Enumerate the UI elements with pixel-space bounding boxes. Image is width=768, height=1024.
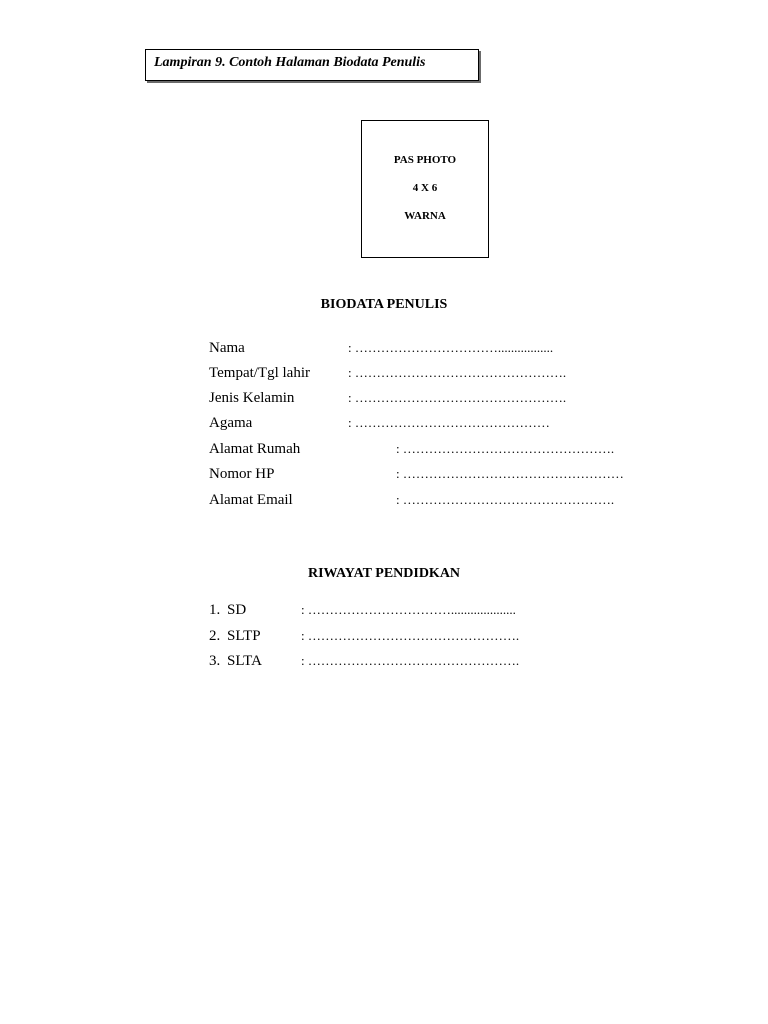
field-label-alamat-email: Alamat Email [209, 492, 293, 508]
field-label-alamat-rumah: Alamat Rumah [209, 441, 301, 457]
edu-label-sd: SD [227, 602, 247, 618]
edu-number: 2. [209, 628, 221, 644]
education-heading: RIWAYAT PENDIDKAN [307, 566, 461, 581]
field-label-tempat-tgl-lahir: Tempat/Tgl lahir [209, 365, 311, 381]
biodata-heading: BIODATA PENULIS [320, 297, 448, 312]
photo-placeholder [361, 120, 489, 258]
field-value-tempat-tgl-lahir: : …………………………………………. [348, 365, 567, 380]
caption-title: Lampiran 9. Contoh Halaman Biodata Penulis [154, 55, 426, 70]
photo-size: 4 X 6 [412, 182, 438, 194]
field-label-nama: Nama [209, 340, 245, 356]
edu-value-sltp: : …………………………………………. [301, 628, 520, 643]
field-value-nama: : ……………………………................. [348, 340, 554, 355]
field-value-alamat-email: : …………………………………………. [396, 492, 615, 507]
field-value-alamat-rumah: : …………………………………………. [396, 441, 615, 456]
edu-value-sd: : …………………………….................... [301, 602, 516, 617]
field-label-nomor-hp: Nomor HP [209, 466, 275, 482]
field-value-agama: : ……………………………………… [348, 415, 550, 430]
edu-label-slta: SLTA [227, 653, 262, 669]
field-value-nomor-hp: : …………………………………………… [396, 466, 624, 481]
edu-number: 1. [209, 602, 221, 618]
edu-label-sltp: SLTP [227, 628, 261, 644]
field-label-jenis-kelamin: Jenis Kelamin [209, 390, 295, 406]
edu-number: 3. [209, 653, 221, 669]
edu-value-slta: : …………………………………………. [301, 653, 520, 668]
photo-color: WARNA [404, 210, 446, 222]
caption-box [145, 49, 479, 81]
photo-label: PAS PHOTO [393, 154, 457, 166]
field-label-agama: Agama [209, 415, 253, 431]
field-value-jenis-kelamin: : …………………………………………. [348, 390, 567, 405]
